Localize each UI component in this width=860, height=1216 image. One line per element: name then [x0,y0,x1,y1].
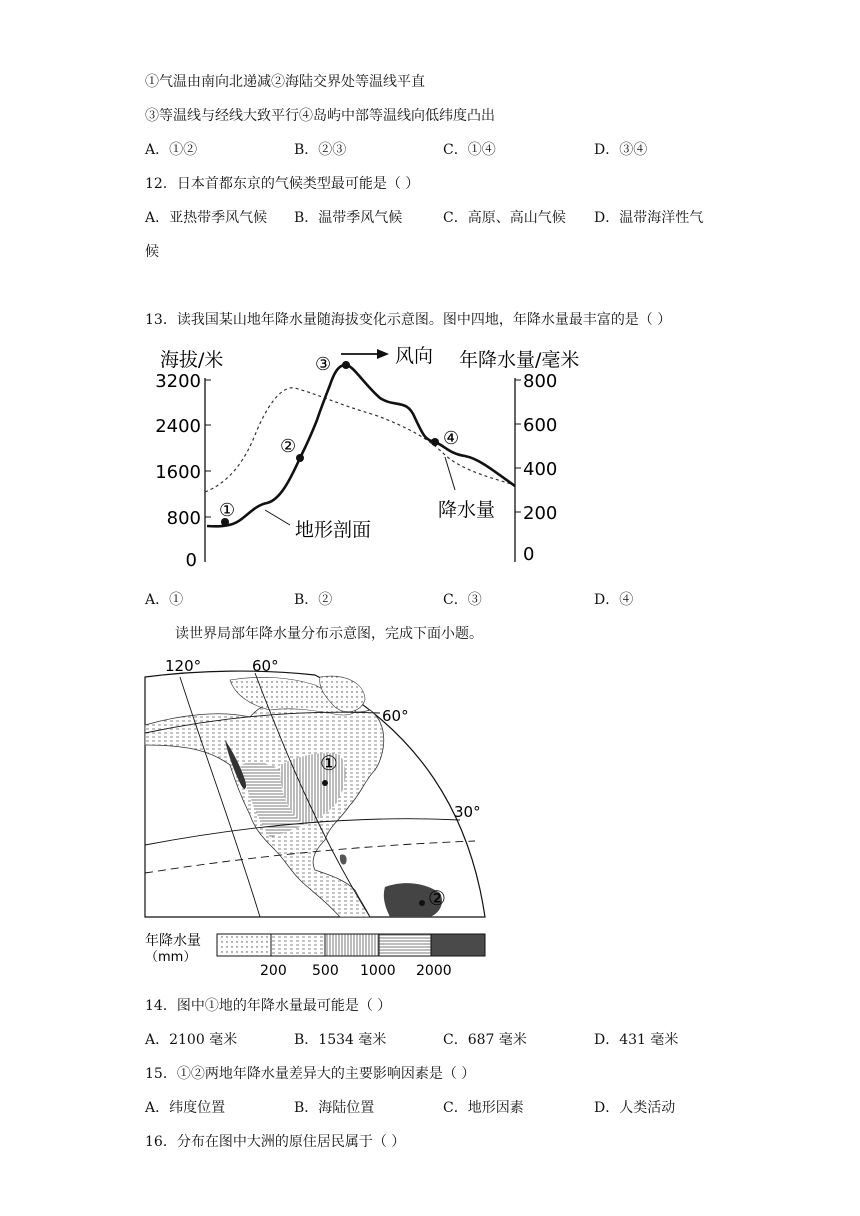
legend-swatch-3 [325,934,379,956]
elevation-precipitation-chart [145,340,595,575]
lon-60-label: 60° [252,657,279,675]
lat-30-label: 30° [454,803,481,821]
right-tick-200: 200 [523,503,558,524]
q15-stem: 15．①②两地年降水量差异大的主要影响因素是（ ） [145,1066,476,1082]
q14-option-c[interactable]: C．687 毫米 [443,1032,527,1048]
left-tick-0: 0 [185,550,197,571]
legend-title: 年降水量 [145,933,201,949]
legend-swatch-4 [379,934,431,956]
q13-option-d[interactable]: D．④ [594,592,634,608]
precip-label: 降水量 [438,499,496,521]
q13-option-a[interactable]: A．① [145,592,184,608]
right-ticks [515,371,557,565]
q12-option-b[interactable]: B．温带季风气候 [294,210,403,226]
point-1-label: ① [219,500,236,521]
q12-option-d-wrap: 候 [145,244,159,260]
left-tick-2400: 2400 [155,416,201,437]
right-axis-label: 年降水量/毫米 [459,349,580,371]
lon-120-label: 120° [165,657,202,675]
point-2-dot [296,454,304,462]
terrain-label: 地形剖面 [295,519,372,541]
q13-option-b[interactable]: B．② [294,592,333,608]
q12-option-a[interactable]: A．亚热带季风气候 [145,210,268,226]
legend-value-1000: 1000 [360,963,396,979]
right-tick-0: 0 [523,544,535,565]
left-axis-label: 海拔/米 [160,349,224,371]
legend-swatch-2 [271,934,325,956]
q15-option-a[interactable]: A．纬度位置 [145,1100,226,1116]
q11-statement-2: ③等温线与经线大致平行④岛屿中部等温线向低纬度凸出 [145,108,495,124]
q12-stem: 12．日本首都东京的气候类型最可能是（ ） [145,176,420,192]
wind-arrow-head [377,349,389,359]
q11-statement-1: ①气温由南向北递减②海陆交界处等温线平直 [145,74,425,90]
q15-option-c[interactable]: C．地形因素 [443,1100,524,1116]
q16-stem: 16．分布在图中大洲的原住居民属于（ ） [145,1134,406,1150]
right-tick-800: 800 [523,371,558,392]
q11-option-b[interactable]: B．②③ [294,142,347,158]
legend-value-500: 500 [312,963,339,979]
point-3-label: ③ [315,354,332,375]
q15-option-d[interactable]: D．人类活动 [594,1100,676,1116]
legend-value-200: 200 [260,963,287,979]
marker-2-dot [419,900,425,906]
q13-option-c[interactable]: C．③ [443,592,482,608]
precipitation-map [140,655,500,985]
left-tick-3200: 3200 [155,371,201,392]
q12-option-d[interactable]: D．温带海洋性气 [594,210,704,226]
marker-1-label: ① [320,751,338,775]
left-ticks [155,371,211,571]
q11-option-c[interactable]: C．①④ [443,142,496,158]
point-4-dot [431,438,439,446]
point-2-label: ② [280,436,297,457]
point-4-label: ④ [443,428,460,449]
q15-option-b[interactable]: B．海陆位置 [294,1100,375,1116]
q14-option-b[interactable]: B．1534 毫米 [294,1032,387,1048]
point-3-dot [342,361,350,369]
q14-option-a[interactable]: A．2100 毫米 [145,1032,238,1048]
left-tick-1600: 1600 [155,462,201,483]
lat-60-label: 60° [382,707,409,725]
legend-value-2000: 2000 [416,963,452,979]
q14-option-d[interactable]: D．431 毫米 [594,1032,679,1048]
q13-stem: 13．读我国某山地年降水量随海拔变化示意图。图中四地，年降水量最丰富的是（ ） [145,312,672,328]
q12-option-c[interactable]: C．高原、高山气候 [443,210,566,226]
right-tick-400: 400 [523,459,558,480]
map-intro: 读世界局部年降水量分布示意图，完成下面小题。 [175,626,483,642]
q11-option-d[interactable]: D．③④ [594,142,648,158]
left-tick-800: 800 [166,508,201,529]
marker-1-dot [322,780,328,786]
legend-unit: （mm） [145,950,197,965]
right-tick-600: 600 [523,415,558,436]
wind-direction-label: 风向 [395,345,434,367]
marker-2-label: ② [428,886,446,910]
legend-swatch-5 [431,934,485,956]
q14-stem: 14．图中①地的年降水量最可能是（ ） [145,998,392,1014]
precipitation-curve [205,388,515,492]
legend-swatch-1 [217,934,271,956]
q11-option-a[interactable]: A．①② [145,142,198,158]
terrain-leader-line [265,510,290,525]
